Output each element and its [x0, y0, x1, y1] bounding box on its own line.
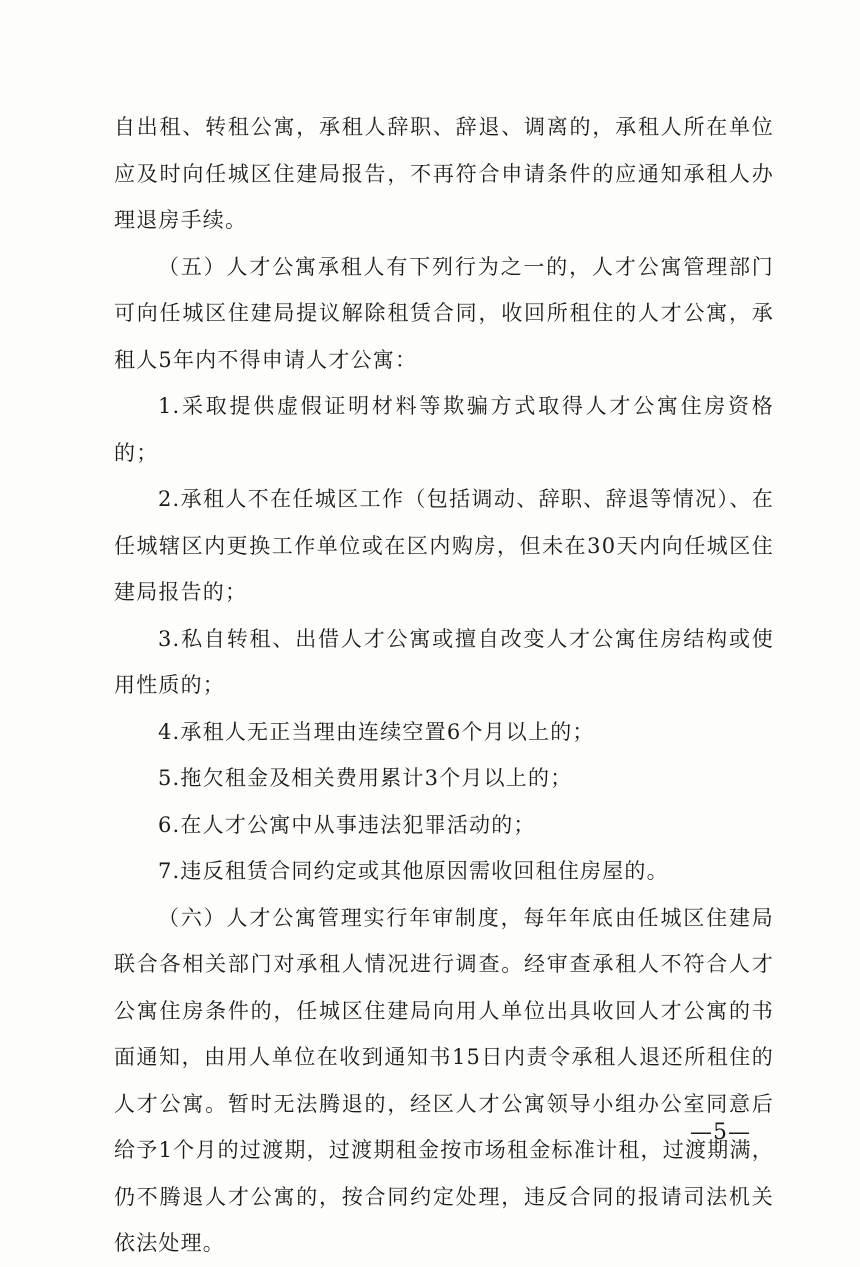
list-item-6: 6.在人才公寓中从事违法犯罪活动的； — [158, 812, 536, 837]
list-item-3: 3.私自转租、出借人才公寓或擅自改变人才公寓住房结构或使用性质的； — [114, 626, 774, 697]
document-body — [114, 104, 774, 1267]
list-item-4: 4.承租人无正当理由连续空置6个月以上的； — [158, 719, 595, 744]
paragraph-continuation: 自出租、转租公寓，承租人辞职、辞退、调离的，承租人所在单位应及时向任城区住建局报告，不再符合申请条件的应通知承租人办理退房手续。 — [114, 115, 774, 232]
paragraph-section-six: （六）人才公寓管理实行年审制度，每年年底由任城区住建局联合各相关部门对承租人情况进行调查。经审查承租人不符合人才公寓住房条件的，任城区住建局向用人单位出具收回人才公寓的书面通知，由用人单位在收到通知书15日内责令承租人退还所租住的人才公寓。暂时无法腾退的，经区人才公寓领导小组办公室同意后给予1个月的过渡期，过渡期租金按市场租金标准计租，过渡期满，仍不腾退人才公寓的，按合同约定处理，违反合同的报请司法机关依法处理。 — [114, 905, 774, 1255]
list-item-2: 2.承租人不在任城区工作（包括调动、辞职、辞退等情况）、在任城辖区内更换工作单位或在区内购房，但未在30天内向任城区住建局报告的； — [114, 487, 774, 604]
page-number: —5— — [690, 1120, 751, 1145]
list-item-1: 1.采取提供虚假证明材料等欺骗方式取得人才公寓住房资格的； — [114, 394, 774, 465]
list-item-5: 5.拖欠租金及相关费用累计3个月以上的； — [158, 766, 573, 790]
list-item-7: 7.违反租赁合同约定或其他原因需收回租住房屋的。 — [158, 859, 669, 883]
paragraph-section-five: （五）人才公寓承租人有下列行为之一的，人才公寓管理部门可向任城区住建局提议解除租赁合同，收回所租住的人才公寓，承租人5年内不得申请人才公寓： — [114, 254, 774, 372]
